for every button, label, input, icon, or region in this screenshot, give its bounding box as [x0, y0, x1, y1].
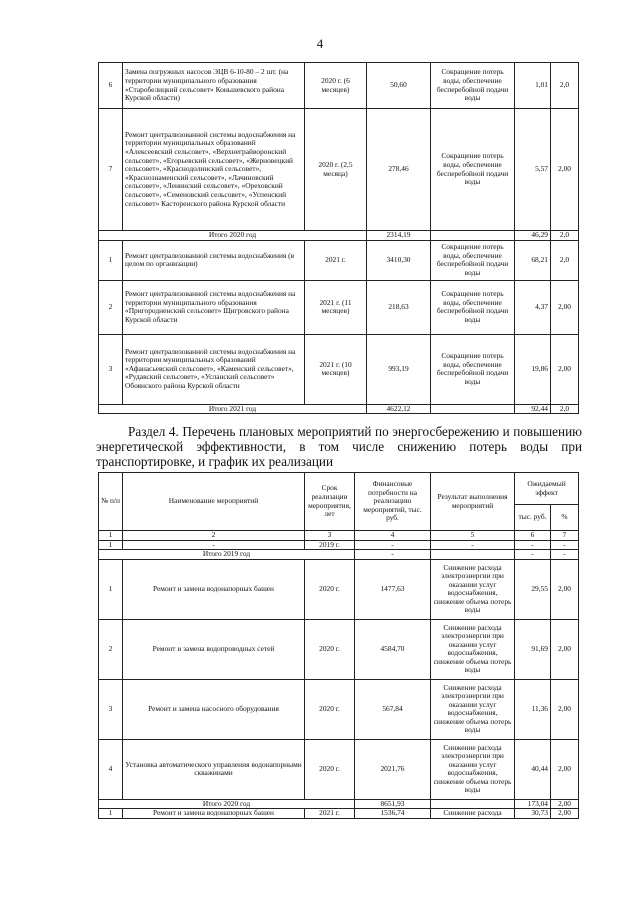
row-number: 1 — [99, 559, 123, 619]
measures-table-continued — [98, 62, 579, 414]
header-effect-rub: тыс. руб. — [515, 505, 551, 531]
total-label: Итого 2021 год — [99, 404, 367, 414]
measure-name: Замена погружных насосов ЭЦВ 6-10-80 – 2 шт. (на территории муниципального образования «Старобелицкий сельсовет» Коньшевского района Курской области) — [123, 63, 305, 109]
col-number: 5 — [431, 531, 515, 541]
row-number: 6 — [99, 63, 123, 109]
total-effect-rub: 92,44 — [515, 404, 551, 414]
effect-rub: 29,55 — [515, 559, 551, 619]
header-result: Результат выполнения мероприятий — [431, 473, 515, 531]
col-number: 3 — [305, 531, 355, 541]
effect-rub: 19,86 — [515, 334, 551, 404]
total-effect-rub: - — [515, 550, 551, 560]
measure-name: Ремонт централизованной системы водоснабжения на территории муниципального образования «Пригородненский сельсовет» Щигровского района Курской области — [123, 280, 305, 334]
row-number: 1 — [99, 240, 123, 280]
measure-result: Сокращение потерь воды, обеспечение бесперебойной подачи воды — [431, 63, 515, 109]
table-row — [99, 809, 579, 819]
effect-pct: 2,00 — [551, 280, 579, 334]
measure-finance: 4584,70 — [355, 619, 431, 679]
table-row — [99, 63, 579, 109]
effect-pct: 2,00 — [551, 739, 579, 799]
table2-header — [99, 473, 579, 541]
header-effect-pct: % — [551, 505, 579, 531]
table2-body — [99, 540, 579, 818]
table-row — [99, 540, 579, 550]
effect-pct: 2,0 — [551, 240, 579, 280]
row-number: 7 — [99, 109, 123, 231]
measure-result: Снижение расхода — [431, 809, 515, 819]
col-number: 4 — [355, 531, 431, 541]
header-row — [99, 473, 579, 505]
measure-period: 2020 г. — [305, 739, 355, 799]
measure-finance: - — [355, 540, 431, 550]
total-effect-pct: 2,0 — [551, 231, 579, 241]
measure-finance: 1536,74 — [355, 809, 431, 819]
table-row — [99, 334, 579, 404]
measure-name: Ремонт централизованной системы водоснабжения (в целом по организации) — [123, 240, 305, 280]
row-number: 2 — [99, 619, 123, 679]
total-effect-pct: 2,0 — [551, 404, 579, 414]
total-row — [99, 550, 579, 560]
total-finance: 8651,93 — [355, 799, 431, 809]
measure-result: Сокращение потерь воды, обеспечение бесперебойной подачи воды — [431, 109, 515, 231]
col-number: 2 — [123, 531, 305, 541]
measure-period: 2019 г. — [305, 540, 355, 550]
measure-name: Ремонт и замена водопроводных сетей — [123, 619, 305, 679]
header-finance: Финансовые потребности на реализацию мероприятий, тыс. руб. — [355, 473, 431, 531]
table-row — [99, 739, 579, 799]
effect-pct: 2,00 — [551, 619, 579, 679]
row-number: 3 — [99, 334, 123, 404]
measure-period: 2020 г. — [305, 679, 355, 739]
header-num: № п/п — [99, 473, 123, 531]
measure-period: 2020 г. (6 месяцев) — [305, 63, 367, 109]
measure-result: - — [431, 540, 515, 550]
effect-rub: 91,69 — [515, 619, 551, 679]
measure-name: Ремонт и замена водонапорных башен — [123, 559, 305, 619]
measure-result: Снижение расхода электроэнергии при оказании услуг водоснабжения, снижение объема потерь воды — [431, 559, 515, 619]
table-row — [99, 240, 579, 280]
effect-rub: 68,21 — [515, 240, 551, 280]
total-effect-pct: 2,00 — [551, 799, 579, 809]
measure-finance: 218,63 — [367, 280, 431, 334]
header-effect: Ожидаемый эффект — [515, 473, 579, 505]
table-row — [99, 109, 579, 231]
measure-period: 2021 г. (10 месяцев) — [305, 334, 367, 404]
measure-name: Ремонт централизованной системы водоснабжения на территории муниципальных образований «Афанасьевский сельсовет», «Каменский сельсовет», «Рудавский сельсовет», «Усланский сельсовет» Обоянского района Курской области — [123, 334, 305, 404]
measure-result: Сокращение потерь воды, обеспечение бесперебойной подачи воды — [431, 240, 515, 280]
total-label: Итого 2020 год — [99, 231, 367, 241]
measure-finance: 50,60 — [367, 63, 431, 109]
total-effect-rub: 173,04 — [515, 799, 551, 809]
measure-result: Сокращение потерь воды, обеспечение бесперебойной подачи воды — [431, 280, 515, 334]
effect-pct: - — [551, 540, 579, 550]
row-number: 2 — [99, 280, 123, 334]
table-row — [99, 679, 579, 739]
total-row — [99, 231, 579, 241]
total-finance: 4622,12 — [367, 404, 431, 414]
measure-name: Ремонт и замена водонапорных башен — [123, 809, 305, 819]
measure-name: Ремонт и замена насосного оборудования — [123, 679, 305, 739]
total-finance: - — [355, 550, 431, 560]
planned-measures-table — [98, 472, 579, 819]
col-number: 1 — [99, 531, 123, 541]
measure-period: 2020 г. — [305, 619, 355, 679]
measure-finance: 3410,30 — [367, 240, 431, 280]
header-period: Срок реализации мероприятия, лет — [305, 473, 355, 531]
total-row — [99, 799, 579, 809]
table1-body — [99, 63, 579, 414]
row-number: 1 — [99, 540, 123, 550]
measure-finance: 993,19 — [367, 334, 431, 404]
effect-pct: 2,00 — [551, 559, 579, 619]
section-heading-text: Раздел 4. Перечень плановых мероприятий по энергосбережению и повышению энергетической эффективности, в том числе снижению потерь воды при транспортировке, и график их реализации — [96, 424, 582, 469]
effect-pct: 2,00 — [551, 334, 579, 404]
measure-period: 2020 г. — [305, 559, 355, 619]
total-effect-rub: 46,29 — [515, 231, 551, 241]
effect-pct: 2,00 — [551, 809, 579, 819]
row-number: 1 — [99, 809, 123, 819]
effect-pct: 2,00 — [551, 109, 579, 231]
measure-name: Ремонт централизованной системы водоснабжения на территории муниципальных образований «Алексеевский сельсовет», «Верхнеграйворонский сельсовет», «Егорьевский сельсовет», «Жерновецкий сельсовет», «Краснодолинский сельсовет», «Краснознаменский сельсовет», «Лачиновский сельсовет», «Ленинский сельсовет», «Ореховский сельсовет», «Семеновский сельсовет», «Успенский сельсовет» Касторенского района Курской области — [123, 109, 305, 231]
total-label: Итого 2020 год — [99, 799, 355, 809]
col-number: 6 — [515, 531, 551, 541]
page-number: 4 — [316, 36, 324, 51]
measure-finance: 1477,63 — [355, 559, 431, 619]
measure-result: Снижение расхода электроэнергии при оказании услуг водоснабжения, снижение объема потерь воды — [431, 619, 515, 679]
section-heading — [96, 424, 582, 469]
measure-period: 2020 г. (2,5 месяца) — [305, 109, 367, 231]
total-finance: 2314,19 — [367, 231, 431, 241]
total-row — [99, 404, 579, 414]
measure-result: Снижение расхода электроэнергии при оказании услуг водоснабжения, снижение объема потерь воды — [431, 679, 515, 739]
measure-finance: 567,84 — [355, 679, 431, 739]
measure-result: Сокращение потерь воды, обеспечение бесперебойной подачи воды — [431, 334, 515, 404]
empty-cell — [431, 231, 515, 241]
total-label: Итого 2019 год — [99, 550, 355, 560]
empty-cell — [431, 550, 515, 560]
effect-rub: 30,73 — [515, 809, 551, 819]
measure-period: 2021 г. — [305, 240, 367, 280]
header-name: Наименование мероприятий — [123, 473, 305, 531]
row-number: 3 — [99, 679, 123, 739]
empty-cell — [431, 404, 515, 414]
effect-rub: 1,01 — [515, 63, 551, 109]
effect-rub: - — [515, 540, 551, 550]
table-row — [99, 619, 579, 679]
measure-finance: 2021,76 — [355, 739, 431, 799]
effect-rub: 40,44 — [515, 739, 551, 799]
empty-cell — [431, 799, 515, 809]
measure-finance: 278,46 — [367, 109, 431, 231]
column-number-row — [99, 531, 579, 541]
effect-pct: 2,00 — [551, 679, 579, 739]
row-number: 4 — [99, 739, 123, 799]
measure-period: 2021 г. — [305, 809, 355, 819]
effect-pct: 2,0 — [551, 63, 579, 109]
measure-name: Установка автоматического управления водонапорными скважинами — [123, 739, 305, 799]
col-number: 7 — [551, 531, 579, 541]
effect-rub: 5,57 — [515, 109, 551, 231]
effect-rub: 11,36 — [515, 679, 551, 739]
table-row — [99, 559, 579, 619]
measure-period: 2021 г. (11 месяцев) — [305, 280, 367, 334]
total-effect-pct: - — [551, 550, 579, 560]
measure-result: Снижение расхода электроэнергии при оказании услуг водоснабжения, снижение объема потерь воды — [431, 739, 515, 799]
table-row — [99, 280, 579, 334]
effect-rub: 4,37 — [515, 280, 551, 334]
measure-name: - — [123, 540, 305, 550]
